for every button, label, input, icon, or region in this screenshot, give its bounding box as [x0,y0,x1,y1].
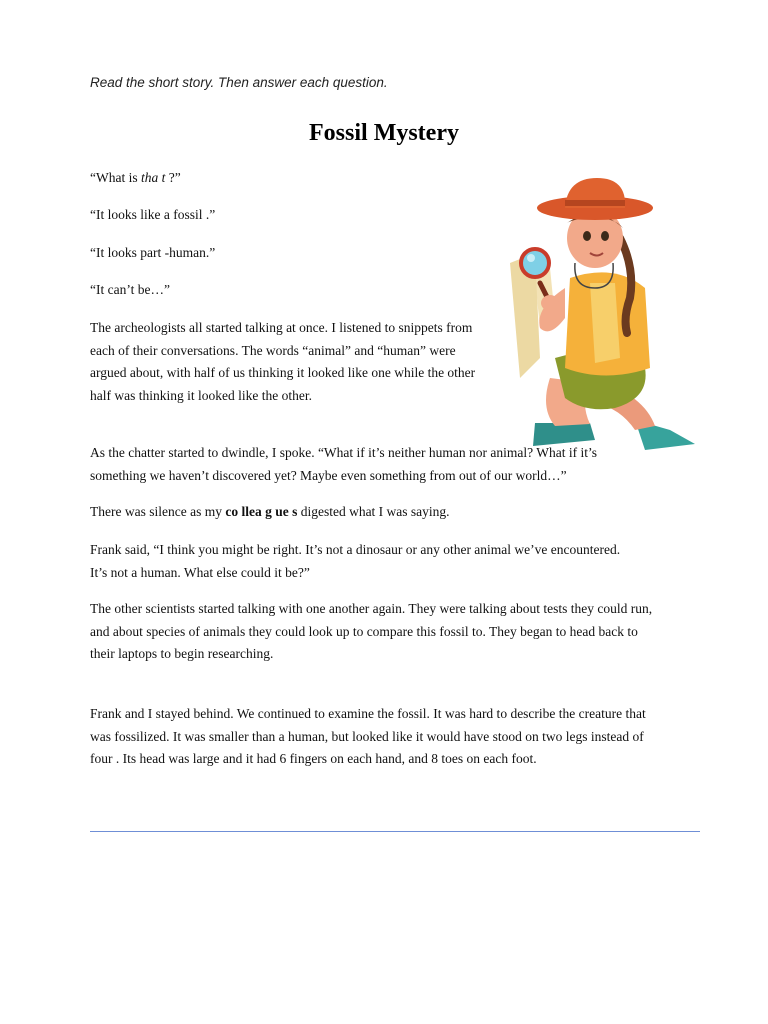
paragraph-line: something we haven’t discovered yet? Maybe even something from out of our world…” [90,467,567,483]
story-title: Fossil Mystery [309,120,459,146]
dialogue-1-post: ?” [165,170,181,185]
dialogue-line-4: “It can’t be…” [90,282,170,297]
vocab-word-colleagues: co llea g ue s [225,504,298,519]
paragraph-line: half was thinking it looked like the other. [90,387,312,403]
paragraph-3-pre: There was silence as my [90,504,226,519]
dialogue-1-pre: “What is [90,170,141,185]
paragraph-line: The other scientists started talking with one another again. They were talking about tests they could run, [90,601,653,616]
left-boot-icon [533,423,595,446]
paragraph-line: was fossilized. It was smaller than a human, but looked like it would have stood on two legs instead of [90,728,644,744]
paragraph-line: Frank said, “I think you might be right. It’s not a dinosaur or any other animal we’ve encountered. [90,542,621,557]
paragraph-line: argued about, with half of us thinking it looked like one while the other [90,365,476,380]
dialogue-1-emphasis: tha t [140,170,166,185]
instructions: Read the short story. Then answer each question. [90,75,388,90]
dialogue-line-2: “It looks like a fossil .” [90,207,216,222]
paragraph-line: their laptops to begin researching. [90,646,274,661]
paragraph-line: As the chatter started to dwindle, I spoke. “What if it’s neither human nor animal? What if it’s [90,445,597,460]
dialogue-line-3: “It looks part -human.” [90,245,216,260]
paragraph-6 [90,703,646,771]
paragraph-line: four . Its head was large and it had 6 fingers on each hand, and 8 toes on each foot. [90,751,537,766]
paragraph-line: and about species of animals they could look up to compare this fossil to. They began to head back to [90,623,638,639]
paragraph-3-post: digested what I was saying. [297,504,450,519]
divider-line [90,831,700,832]
magnifying-glass-icon [521,249,549,277]
paragraph-line: Frank and I stayed behind. We continued to examine the fossil. It was hard to describe the creature that [90,706,646,721]
paragraph-line: each of their conversations. The words “animal” and “human” were [90,342,456,358]
paragraph-3 [90,504,450,520]
paragraph-4 [90,539,620,584]
dialogue-line-1 [90,170,181,186]
paragraph-1 [90,317,475,407]
explorer-girl-illustration [495,168,705,458]
paragraph-line: The archeologists all started talking at once. I listened to snippets from [90,320,473,335]
paragraph-line: It’s not a human. What else could it be?” [90,564,310,580]
paragraph-5 [90,598,652,666]
